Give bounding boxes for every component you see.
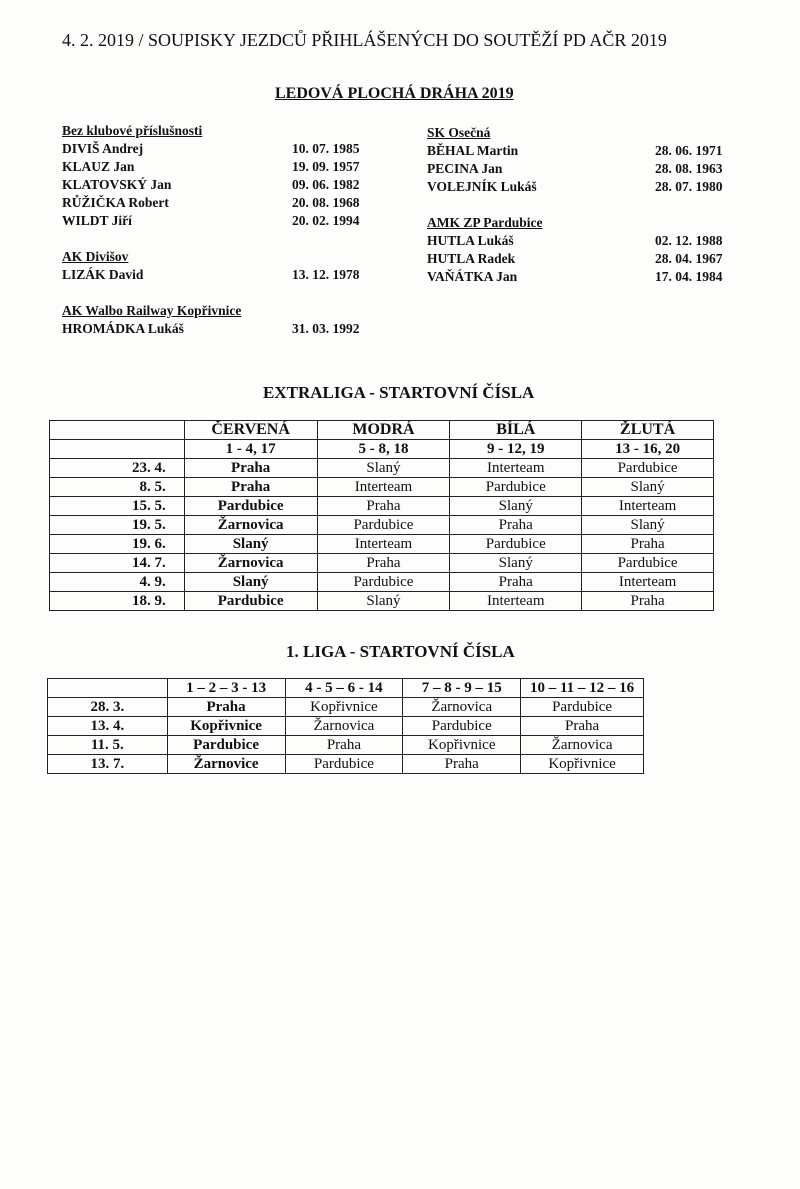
rider-birth-date: 20. 08. 1968 — [292, 195, 360, 210]
team-cell: Praha — [450, 573, 582, 592]
team-cell: Praha — [285, 736, 403, 755]
rider-row — [62, 320, 392, 338]
rider-name: LIZÁK David — [62, 267, 144, 282]
team-cell: Praha — [403, 755, 521, 774]
team-cell: Žarnovica — [285, 717, 403, 736]
team-cell: Slaný — [184, 535, 317, 554]
rider-birth-date: 19. 09. 1957 — [292, 159, 360, 174]
spacer — [427, 196, 747, 214]
race-date: 4. 9. — [50, 573, 185, 592]
team-cell: Žarnovica — [184, 516, 317, 535]
rider-name: KLATOVSKÝ Jan — [62, 177, 172, 192]
rider-birth-date: 20. 02. 1994 — [292, 213, 360, 228]
table-header-row — [50, 421, 714, 440]
team-cell: Pardubice — [582, 554, 714, 573]
rider-name: VOLEJNÍK Lukáš — [427, 179, 537, 194]
race-date: 13. 4. — [48, 717, 168, 736]
rider-name: BĚHAL Martin — [427, 143, 519, 158]
table-row — [48, 755, 644, 774]
club-name: Bez klubové příslušnosti — [62, 123, 203, 138]
table-row — [48, 698, 644, 717]
spacer — [62, 284, 392, 302]
rider-row — [62, 176, 392, 194]
team-cell: Pardubice — [184, 497, 317, 516]
team-cell: Pardubice — [582, 459, 714, 478]
table-header-row — [48, 679, 644, 698]
table-row — [48, 717, 644, 736]
team-cell: Slaný — [450, 554, 582, 573]
rider-birth-date: 13. 12. 1978 — [292, 267, 360, 282]
rider-birth-date: 28. 08. 1963 — [655, 161, 723, 176]
team-cell: Praha — [184, 459, 317, 478]
team-cell: Žarnovice — [167, 755, 285, 774]
rider-name: VAŇÁTKA Jan — [427, 269, 518, 284]
race-date: 14. 7. — [50, 554, 185, 573]
rider-row — [427, 142, 747, 160]
start-number-header: 10 – 11 – 12 – 16 — [521, 679, 644, 698]
club-name: AK Divišov — [62, 249, 129, 264]
team-cell: Praha — [582, 592, 714, 611]
race-date: 23. 4. — [50, 459, 185, 478]
roster-right-column — [427, 124, 747, 286]
start-number-header: 7 – 8 - 9 – 15 — [403, 679, 521, 698]
empty-header-cell — [48, 679, 168, 698]
team-cell: Pardubice — [403, 717, 521, 736]
team-cell: Praha — [521, 717, 644, 736]
team-cell: Praha — [582, 535, 714, 554]
extraliga-title: EXTRALIGA - STARTOVNÍ ČÍSLA — [263, 383, 535, 402]
team-cell: Pardubice — [450, 478, 582, 497]
empty-header-cell — [50, 421, 185, 440]
team-cell: Kopřivnice — [285, 698, 403, 717]
team-cell: Žarnovica — [521, 736, 644, 755]
rider-birth-date: 02. 12. 1988 — [655, 233, 723, 248]
race-date: 18. 9. — [50, 592, 185, 611]
rider-row — [62, 158, 392, 176]
team-cell: Slaný — [582, 516, 714, 535]
rider-row — [427, 232, 747, 250]
table-row — [50, 497, 714, 516]
team-cell: Slaný — [317, 459, 450, 478]
race-date: 19. 6. — [50, 535, 185, 554]
club-name: AK Walbo Railway Kopřivnice — [62, 303, 242, 318]
team-cell: Kopřivnice — [167, 717, 285, 736]
table-row — [50, 554, 714, 573]
team-cell: Kopřivnice — [403, 736, 521, 755]
rider-name: PECINA Jan — [427, 161, 503, 176]
race-date: 19. 5. — [50, 516, 185, 535]
color-header: ČERVENÁ — [184, 421, 317, 440]
team-cell: Pardubice — [184, 592, 317, 611]
rider-row — [427, 160, 747, 178]
rider-row — [62, 140, 392, 158]
rider-row — [62, 266, 392, 284]
race-date: 13. 7. — [48, 755, 168, 774]
rider-birth-date: 09. 06. 1982 — [292, 177, 360, 192]
race-date: 11. 5. — [48, 736, 168, 755]
page-header: 4. 2. 2019 / SOUPISKY JEZDCŮ PŘIHLÁŠENÝCH DO SOUTĚŽÍ PD AČR 2019 — [62, 30, 667, 50]
rider-name: HUTLA Lukáš — [427, 233, 514, 248]
team-cell: Pardubice — [317, 516, 450, 535]
club-name: SK Osečná — [427, 125, 491, 140]
team-cell: Praha — [184, 478, 317, 497]
start-number-header: 9 - 12, 19 — [450, 440, 582, 459]
race-date: 15. 5. — [50, 497, 185, 516]
race-date: 8. 5. — [50, 478, 185, 497]
table-row — [50, 535, 714, 554]
rider-name: HUTLA Radek — [427, 251, 516, 266]
empty-header-cell — [50, 440, 185, 459]
club-name: AMK ZP Pardubice — [427, 215, 543, 230]
rider-birth-date: 28. 06. 1971 — [655, 143, 723, 158]
table-row — [50, 478, 714, 497]
table-row — [50, 459, 714, 478]
team-cell: Slaný — [317, 592, 450, 611]
team-cell: Slaný — [450, 497, 582, 516]
rider-row — [427, 250, 747, 268]
rider-birth-date: 28. 07. 1980 — [655, 179, 723, 194]
team-cell: Slaný — [582, 478, 714, 497]
liga1-title: 1. LIGA - STARTOVNÍ ČÍSLA — [286, 642, 515, 661]
rider-row — [62, 212, 392, 230]
rider-row — [427, 268, 747, 286]
start-number-header: 5 - 8, 18 — [317, 440, 450, 459]
rider-birth-date: 17. 04. 1984 — [655, 269, 723, 284]
team-cell: Praha — [450, 516, 582, 535]
table-row — [50, 516, 714, 535]
rider-birth-date: 28. 04. 1967 — [655, 251, 723, 266]
team-cell: Praha — [317, 497, 450, 516]
start-number-header: 1 – 2 – 3 - 13 — [167, 679, 285, 698]
rider-name: RŮŽIČKA Robert — [62, 195, 169, 210]
color-header: ŽLUTÁ — [582, 421, 714, 440]
rider-birth-date: 31. 03. 1992 — [292, 321, 360, 336]
spacer — [62, 230, 392, 248]
rider-name: HROMÁDKA Lukáš — [62, 321, 184, 336]
team-cell: Pardubice — [450, 535, 582, 554]
team-cell: Pardubice — [285, 755, 403, 774]
start-number-header: 1 - 4, 17 — [184, 440, 317, 459]
table-row — [48, 736, 644, 755]
start-number-header: 4 - 5 – 6 - 14 — [285, 679, 403, 698]
rider-birth-date: 10. 07. 1985 — [292, 141, 360, 156]
race-date: 28. 3. — [48, 698, 168, 717]
team-cell: Interteam — [450, 592, 582, 611]
color-header: BÍLÁ — [450, 421, 582, 440]
rider-name: DIVIŠ Andrej — [62, 141, 144, 156]
team-cell: Pardubice — [317, 573, 450, 592]
rider-row — [62, 194, 392, 212]
table-header-row — [50, 440, 714, 459]
table-row — [50, 592, 714, 611]
table-row — [50, 573, 714, 592]
team-cell: Žarnovica — [403, 698, 521, 717]
roster-left-column — [62, 122, 392, 338]
start-number-header: 13 - 16, 20 — [582, 440, 714, 459]
team-cell: Kopřivnice — [521, 755, 644, 774]
color-header: MODRÁ — [317, 421, 450, 440]
rider-name: KLAUZ Jan — [62, 159, 135, 174]
team-cell: Slaný — [184, 573, 317, 592]
team-cell: Praha — [317, 554, 450, 573]
ice-speedway-title: LEDOVÁ PLOCHÁ DRÁHA 2019 — [275, 85, 514, 102]
team-cell: Pardubice — [521, 698, 644, 717]
extraliga-table — [49, 420, 714, 611]
rider-row — [427, 178, 747, 196]
team-cell: Žarnovica — [184, 554, 317, 573]
team-cell: Interteam — [582, 497, 714, 516]
liga1-table — [47, 678, 644, 774]
team-cell: Pardubice — [167, 736, 285, 755]
team-cell: Interteam — [582, 573, 714, 592]
rider-name: WILDT Jiří — [62, 213, 132, 228]
team-cell: Praha — [167, 698, 285, 717]
team-cell: Interteam — [317, 535, 450, 554]
team-cell: Interteam — [317, 478, 450, 497]
team-cell: Interteam — [450, 459, 582, 478]
